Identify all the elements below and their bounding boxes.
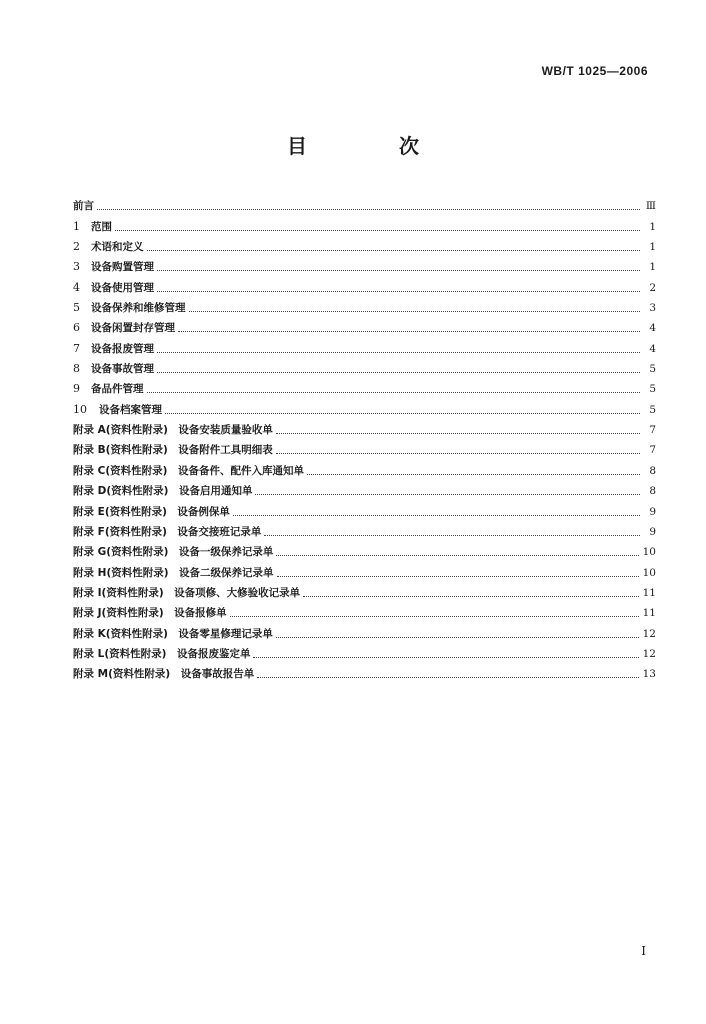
toc-entry-label bbox=[73, 545, 276, 559]
toc-entry-number: 8 bbox=[73, 362, 80, 376]
toc-dot-leader bbox=[277, 576, 639, 577]
toc-entry-title: 附录 A(资料性附录) 设备安装质量验收单 bbox=[73, 424, 273, 437]
toc-entry-label bbox=[73, 566, 277, 580]
toc-entry-title: 术语和定义 bbox=[91, 241, 144, 254]
toc-entry-page: 12 bbox=[642, 647, 656, 660]
toc-entry-page: 7 bbox=[649, 424, 656, 437]
toc-entry-title: 备品件管理 bbox=[91, 383, 144, 396]
toc-entry[interactable] bbox=[73, 315, 656, 335]
toc-entry[interactable] bbox=[73, 356, 656, 376]
toc-dot-leader bbox=[276, 555, 638, 556]
toc-entry-label bbox=[73, 627, 276, 641]
toc-entry-page: 8 bbox=[649, 485, 656, 498]
toc-entry-number: 7 bbox=[73, 341, 80, 355]
toc-entry-page: Ⅲ bbox=[645, 200, 656, 213]
toc-dot-leader bbox=[303, 596, 638, 597]
toc-entry[interactable] bbox=[73, 519, 656, 539]
toc-dot-leader bbox=[178, 331, 640, 332]
toc-entry[interactable] bbox=[73, 600, 656, 620]
toc-entry-title: 附录 H(资料性附录) 设备二级保养记录单 bbox=[73, 566, 274, 579]
toc-entry-title: 前言 bbox=[73, 200, 94, 213]
toc-entry-number: 4 bbox=[73, 280, 80, 294]
toc-entry-label bbox=[73, 220, 115, 234]
toc-entry-page: 12 bbox=[642, 627, 656, 640]
toc-entry-title: 附录 K(资料性附录) 设备零星修理记录单 bbox=[73, 627, 273, 640]
toc-entry-page: 11 bbox=[642, 586, 656, 599]
toc-entry[interactable] bbox=[73, 295, 656, 315]
toc-entry-label bbox=[73, 484, 255, 498]
toc-entry-title: 设备使用管理 bbox=[91, 281, 154, 294]
toc-entry-page: 4 bbox=[649, 322, 656, 335]
toc-entry-title: 设备购置管理 bbox=[91, 261, 154, 274]
toc-entry-number: 1 bbox=[73, 219, 80, 233]
toc-entry-title: 附录 D(资料性附录) 设备启用通知单 bbox=[73, 485, 253, 498]
toc-dot-leader bbox=[115, 230, 640, 231]
toc-entry-title: 设备闲置封存管理 bbox=[91, 322, 175, 335]
toc-entry-page: 1 bbox=[649, 261, 656, 274]
toc-entry-label bbox=[73, 443, 276, 457]
toc-entry[interactable] bbox=[73, 335, 656, 355]
table-of-contents bbox=[73, 193, 656, 681]
toc-entry-title: 附录 M(资料性附录) 设备事故报告单 bbox=[73, 668, 255, 681]
toc-dot-leader bbox=[147, 250, 641, 251]
toc-entry[interactable] bbox=[73, 539, 656, 559]
toc-entry-page: 4 bbox=[649, 342, 656, 355]
toc-dot-leader bbox=[257, 677, 638, 678]
toc-dot-leader bbox=[157, 372, 640, 373]
toc-entry-number: 3 bbox=[73, 260, 80, 274]
toc-entry[interactable] bbox=[73, 213, 656, 233]
toc-entry-page: 5 bbox=[649, 363, 656, 376]
toc-entry-title: 附录 G(资料性附录) 设备一级保养记录单 bbox=[73, 546, 274, 559]
toc-entry[interactable] bbox=[73, 396, 656, 416]
toc-entry-label bbox=[73, 423, 276, 437]
toc-dot-leader bbox=[157, 352, 640, 353]
toc-entry-label bbox=[73, 382, 147, 396]
toc-dot-leader bbox=[97, 209, 640, 210]
toc-entry-label bbox=[73, 281, 157, 295]
toc-entry-title: 设备事故管理 bbox=[91, 363, 154, 376]
toc-entry-number: 6 bbox=[73, 321, 80, 335]
toc-entry-label bbox=[73, 667, 257, 681]
toc-entry-page: 9 bbox=[649, 525, 656, 538]
toc-entry[interactable] bbox=[73, 193, 656, 213]
toc-entry-page: 13 bbox=[642, 668, 656, 681]
toc-entry-label bbox=[73, 606, 230, 620]
page-number: I bbox=[641, 944, 646, 958]
toc-entry-label bbox=[73, 342, 157, 356]
toc-entry-title: 附录 C(资料性附录) 设备备件、配件入库通知单 bbox=[73, 464, 304, 477]
toc-entry[interactable] bbox=[73, 559, 656, 579]
toc-entry-page: 5 bbox=[649, 403, 656, 416]
toc-dot-leader bbox=[276, 637, 639, 638]
toc-entry[interactable] bbox=[73, 437, 656, 457]
toc-dot-leader bbox=[230, 616, 639, 617]
toc-entry-page: 2 bbox=[649, 281, 656, 294]
toc-entry-title: 设备档案管理 bbox=[99, 403, 162, 416]
toc-entry-label bbox=[73, 362, 157, 376]
toc-entry[interactable] bbox=[73, 498, 656, 518]
toc-entry-page: 1 bbox=[649, 220, 656, 233]
toc-dot-leader bbox=[233, 515, 640, 516]
toc-entry[interactable] bbox=[73, 620, 656, 640]
toc-entry-number: 5 bbox=[73, 301, 80, 315]
toc-entry-title: 附录 B(资料性附录) 设备附件工具明细表 bbox=[73, 444, 273, 457]
toc-dot-leader bbox=[147, 392, 641, 393]
toc-dot-leader bbox=[276, 433, 640, 434]
toc-entry-title: 附录 J(资料性附录) 设备报修单 bbox=[73, 607, 227, 620]
toc-entry-label bbox=[73, 260, 157, 274]
toc-entry[interactable] bbox=[73, 641, 656, 661]
toc-entry-page: 7 bbox=[649, 444, 656, 457]
toc-entry-label bbox=[73, 525, 264, 539]
toc-entry[interactable] bbox=[73, 457, 656, 477]
toc-entry[interactable] bbox=[73, 417, 656, 437]
toc-entry-page: 10 bbox=[642, 566, 656, 579]
toc-entry-label bbox=[73, 301, 189, 315]
standard-code: WB/T 1025—2006 bbox=[541, 64, 648, 78]
toc-entry-page: 11 bbox=[642, 607, 656, 620]
page-title: 目 次 bbox=[287, 134, 455, 158]
toc-entry-title: 附录 E(资料性附录) 设备例保单 bbox=[73, 505, 230, 518]
toc-entry-title: 设备保养和维修管理 bbox=[91, 302, 186, 315]
toc-entry-label bbox=[73, 240, 147, 254]
toc-entry-number: 9 bbox=[73, 382, 80, 396]
toc-entry-label bbox=[73, 199, 97, 213]
toc-entry[interactable] bbox=[73, 376, 656, 396]
toc-entry[interactable] bbox=[73, 254, 656, 274]
toc-dot-leader bbox=[157, 291, 640, 292]
toc-entry-label bbox=[73, 586, 303, 600]
toc-entry-page: 5 bbox=[649, 383, 656, 396]
toc-entry-number: 10 bbox=[73, 402, 87, 416]
toc-dot-leader bbox=[276, 453, 640, 454]
toc-entry-page: 9 bbox=[649, 505, 656, 518]
toc-entry-title: 附录 L(资料性附录) 设备报废鉴定单 bbox=[73, 647, 251, 660]
toc-entry-page: 1 bbox=[649, 241, 656, 254]
toc-entry-title: 范围 bbox=[91, 220, 112, 233]
toc-entry-label bbox=[73, 321, 178, 335]
toc-dot-leader bbox=[165, 413, 640, 414]
toc-dot-leader bbox=[307, 474, 640, 475]
toc-entry-title: 附录 F(资料性附录) 设备交接班记录单 bbox=[73, 525, 262, 538]
toc-dot-leader bbox=[253, 657, 638, 658]
toc-entry-page: 3 bbox=[649, 302, 656, 315]
toc-entry-title: 设备报废管理 bbox=[91, 342, 154, 355]
toc-dot-leader bbox=[255, 494, 640, 495]
toc-entry[interactable] bbox=[73, 661, 656, 681]
toc-entry-label bbox=[73, 403, 165, 417]
toc-entry[interactable] bbox=[73, 478, 656, 498]
toc-entry-page: 8 bbox=[649, 464, 656, 477]
toc-entry[interactable] bbox=[73, 274, 656, 294]
toc-entry-label bbox=[73, 505, 233, 519]
toc-entry-number: 2 bbox=[73, 240, 80, 254]
toc-dot-leader bbox=[189, 311, 641, 312]
toc-dot-leader bbox=[264, 535, 640, 536]
toc-entry-page: 10 bbox=[642, 546, 656, 559]
toc-dot-leader bbox=[157, 270, 640, 271]
toc-entry-title: 附录 I(资料性附录) 设备项修、大修验收记录单 bbox=[73, 586, 301, 599]
toc-entry-label bbox=[73, 647, 253, 661]
toc-entry[interactable] bbox=[73, 234, 656, 254]
toc-entry[interactable] bbox=[73, 580, 656, 600]
toc-entry-label bbox=[73, 464, 307, 478]
